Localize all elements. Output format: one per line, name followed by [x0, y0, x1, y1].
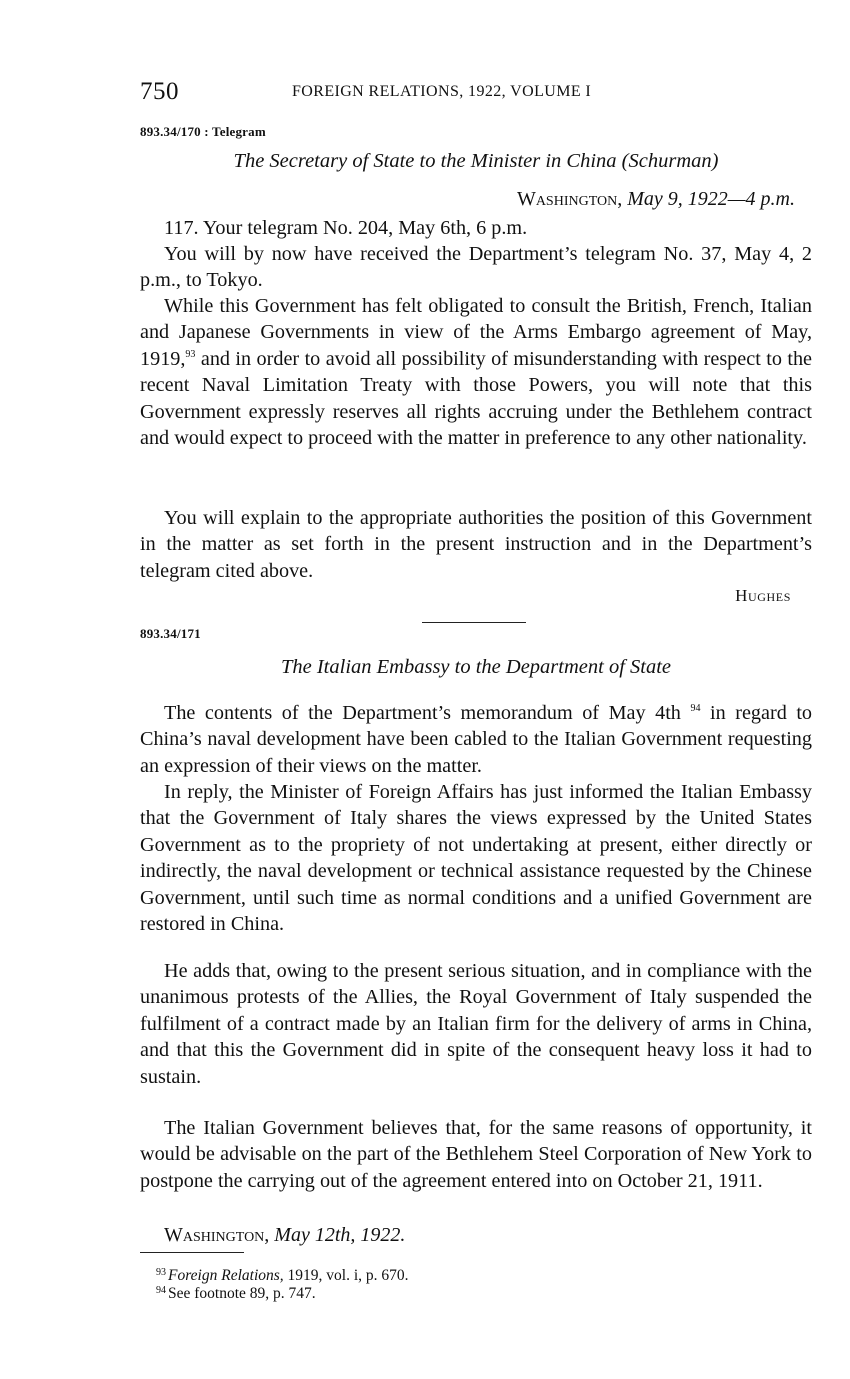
- footnote-divider: [140, 1252, 244, 1253]
- document-title: The Secretary of State to the Minister in China (Schurman): [233, 150, 719, 172]
- file-number: 893.34/170 : Telegram: [140, 124, 266, 139]
- paragraph-text: and in order to avoid all possibility of misunderstanding with respect to the recent Naval Limitation Treaty with those Powers, you will note that this Government expressly reserves all rights accruing under the Bethlehem contract and would expect to proceed with the matter in preference to any other nationality.: [140, 347, 813, 450]
- footnote-reference: 93: [185, 348, 196, 360]
- dateline: [517, 188, 795, 211]
- section-divider: [422, 622, 526, 623]
- signature: Hughes: [735, 586, 791, 605]
- dateline-place: Washington,: [516, 188, 623, 210]
- footnote-text: 1919, vol. i, p. 670.: [283, 1267, 409, 1284]
- closing-date: May 12th, 1922.: [274, 1224, 406, 1246]
- running-head: FOREIGN RELATIONS, 1922, VOLUME I: [292, 83, 592, 100]
- file-number: 893.34/171: [140, 626, 201, 641]
- paragraph: He adds that, owing to the present serious situation, and in compliance with the unanimous protests of the Allies, the Royal Government of Italy suspended the fulfilment of a contract made by an Italian firm for the delivery of arms in China, and that this the Government did in spite of the consequent heavy loss it had to sustain.: [140, 960, 812, 1088]
- footnote-mark: 94: [156, 1285, 166, 1296]
- paragraph: In reply, the Minister of Foreign Affairs has just informed the Italian Embassy that the Government of Italy shares the views expressed by the United States Government as to the propriety of not undertaking at present, either directly or indirectly, the naval development or technical assistance requested by the Chinese Government, until such time as normal conditions and a unified Government are restored in China.: [140, 781, 812, 936]
- paragraph: You will explain to the appropriate authorities the position of this Government in the matter as set forth in the present instruction and in the Department’s telegram cited above.: [140, 507, 812, 582]
- paragraph: You will by now have received the Department’s telegram No. 37, May 4, 2 p.m., to Tokyo.: [140, 243, 812, 292]
- page-header: [140, 78, 812, 112]
- paragraph: 117. Your telegram No. 204, May 6th, 6 p.m.: [164, 217, 528, 239]
- page-number: 750: [140, 78, 179, 105]
- paragraph: The Italian Government believes that, for the same reasons of opportunity, it would be advisable on the part of the Bethlehem Steel Corporation of New York to postpone the carrying out of the agreement entered into on October 21, 1911.: [140, 1117, 812, 1192]
- dateline-date: May 9, 1922—4 p.m.: [627, 188, 795, 210]
- footnote-source: Foreign Relations,: [168, 1267, 284, 1284]
- document-title: The Italian Embassy to the Department of State: [280, 656, 672, 678]
- paragraph: [140, 293, 812, 451]
- closing-dateline: [164, 1224, 405, 1247]
- paragraph-text: in regard to China’s naval development have been cabled to the Italian Government requesting an expression of their views on the matter.: [140, 702, 813, 777]
- paragraph: [140, 700, 812, 779]
- paragraph-text: The contents of the Department’s memorandum of May 4th: [164, 702, 681, 724]
- footnote-mark: 93: [156, 1267, 166, 1278]
- footnote: [156, 1282, 316, 1303]
- closing-place: Washington,: [164, 1224, 270, 1246]
- footnote-text: See footnote 89, p. 747.: [168, 1285, 316, 1302]
- footnote-reference: 94: [690, 703, 701, 714]
- paragraph-text: While this Government has felt obligated to consult the British, French, Italian and Japanese Governments in view of the Arms Embargo agreement of May, 1919,: [140, 295, 812, 370]
